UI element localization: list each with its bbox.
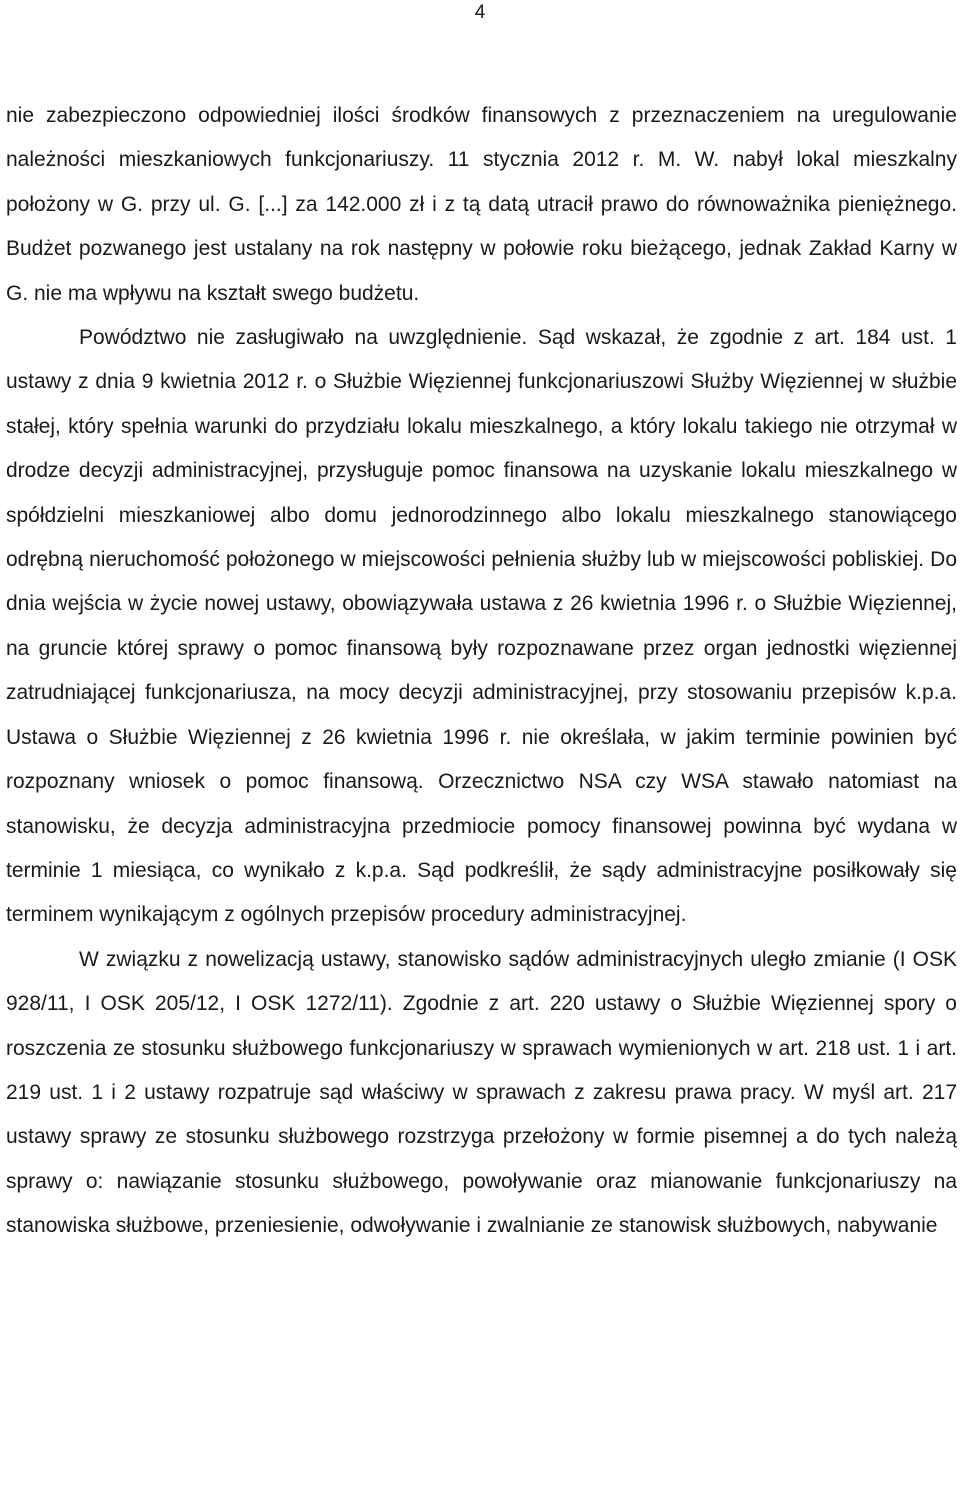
page-number: 4 bbox=[474, 2, 486, 23]
paragraph-2: Powództwo nie zasługiwało na uwzględnienie. Sąd wskazał, że zgodnie z art. 184 ust. 1 ustawy z dnia 9 kwietnia 2012 r. o Służbie Więziennej funkcjonariuszowi Służby Więziennej w służbie stałej, który spełnia warunki do przydziału lokalu mieszkalnego, a który lokalu takiego nie otrzymał w drodze decyzji administracyjnej, przysługuje pomoc finansowa na uzyskanie lokalu mieszkalnego w spółdzielni mieszkaniowej albo domu jednorodzinnego albo lokalu mieszkalnego stanowiącego odrębną nieruchomość położonego w miejscowości pełnienia służby lub w miejscowości pobliskiej. Do dnia wejścia w życie nowej ustawy, obowiązywała ustawa z 26 kwietnia 1996 r. o Służbie Więziennej, na gruncie której sprawy o pomoc finansową były rozpoznawane przez organ jednostki więziennej zatrudniającej funkcjonariusza, na mocy decyzji administracyjnej, przy stosowaniu przepisów k.p.a. Ustawa o Służbie Więziennej z 26 kwietnia 1996 r. nie określała, w jakim terminie powinien być rozpoznany wniosek o pomoc finansową. Orzecznictwo NSA czy WSA stawało natomiast na stanowisku, że decyzja administracyjna przedmiocie pomocy finansowej powinna być wydana w terminie 1 miesiąca, co wynikało z k.p.a. Sąd podkreślił, że sądy administracyjne posiłkowały się terminem wynikającym z ogólnych przepisów procedury administracyjnej. bbox=[6, 326, 957, 927]
paragraph-1: nie zabezpieczono odpowiedniej ilości środków finansowych z przeznaczeniem na uregulowanie należności mieszkaniowych funkcjonariuszy. 11 stycznia 2012 r. M. W. nabył lokal mieszkalny położony w G. przy ul. G. [...] za 142.000 zł i z tą datą utracił prawo do równoważnika pieniężnego. Budżet pozwanego jest ustalany na rok następny w połowie roku bieżącego, jednak Zakład Karny w G. nie ma wpływu na kształt swego budżetu. bbox=[6, 104, 957, 305]
paragraph-3: W związku z nowelizacją ustawy, stanowisko sądów administracyjnych uległo zmianie (I OSK 928/11, I OSK 205/12, I OSK 1272/11). Zgodnie z art. 220 ustawy o Służbie Więziennej spory o roszczenia ze stosunku służbowego funkcjonariuszy w sprawach wymienionych w art. 218 ust. 1 i art. 219 ust. 1 i 2 ustawy rozpatruje sąd właściwy w sprawach z zakresu prawa pracy. W myśl art. 217 ustawy sprawy ze stosunku służbowego rozstrzyga przełożony w formie pisemnej a do tych należą sprawy o: nawiązanie stosunku służbowego, powoływanie oraz mianowanie funkcjonariuszy na stanowiska służbowe, przeniesienie, odwoływanie i zwalnianie ze stanowisk służbowych, nabywanie bbox=[6, 947, 957, 1238]
document-body bbox=[6, 94, 957, 1249]
